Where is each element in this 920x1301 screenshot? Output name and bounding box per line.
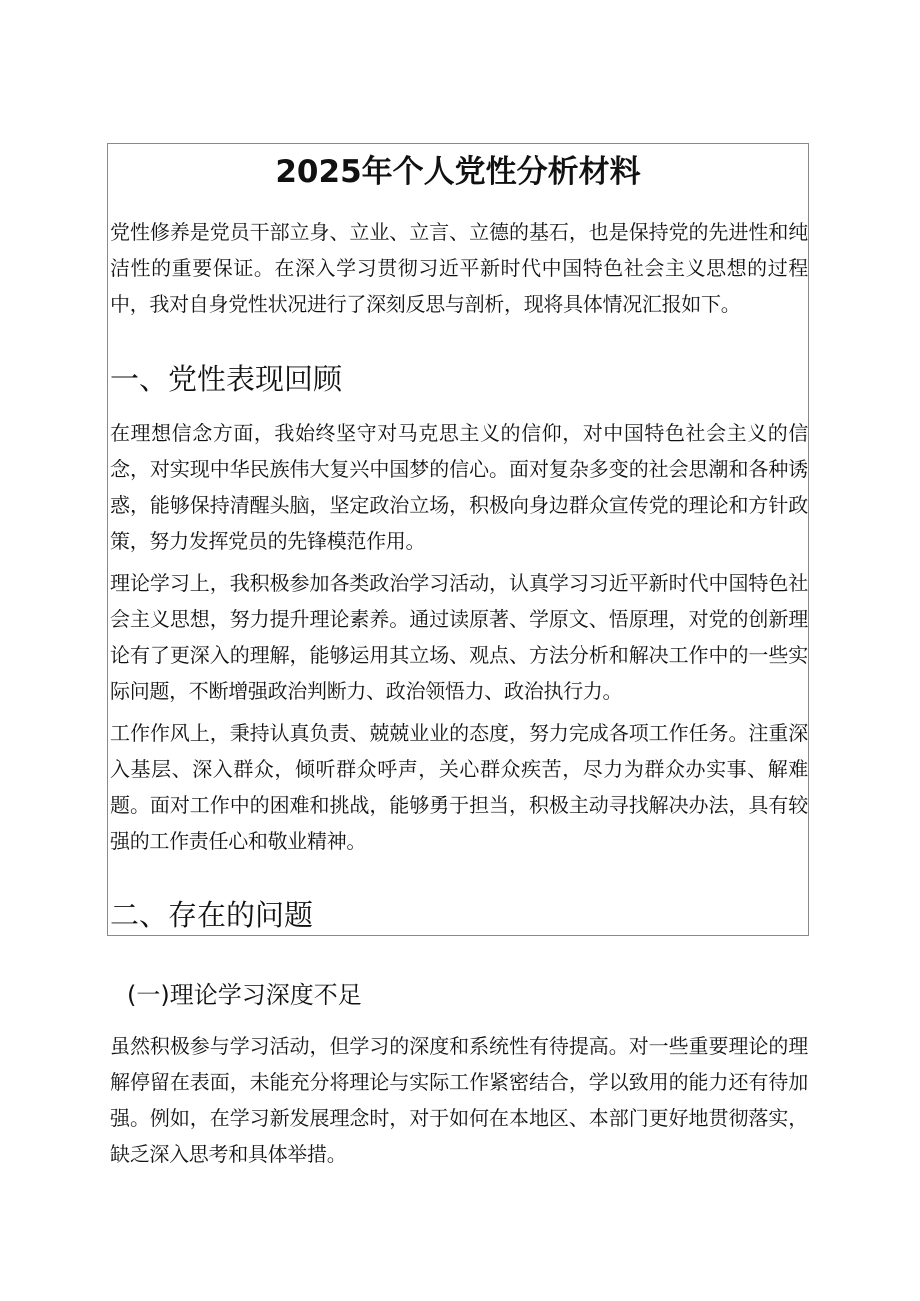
document-title: 2025年个人党性分析材料 xyxy=(275,154,641,190)
intro-paragraph: 党性修养是党员干部立身、立业、立言、立德的基石，也是保持党的先进性和纯洁性的重要保证。在深入学习贯彻习近平新时代中国特色社会主义思想的过程中，我对自身党性状况进行了深刻反思与剖析，现将具体情况汇报如下。 xyxy=(110,220,808,316)
section1-paragraph-2: 理论学习上，我积极参加各类政治学习活动，认真学习习近平新时代中国特色社会主义思想，努力提升理论素养。通过读原著、学原文、悟原理，对党的创新理论有了更深入的理解，能够运用其立场、观点、方法分析和解决工作中的一些实际问题，不断增强政治判断力、政治领悟力、政治执行力。 xyxy=(110,571,808,703)
section1-heading: 一、党性表现回顾 xyxy=(110,362,343,396)
section1-paragraph-3: 工作作风上，秉持认真负责、兢兢业业的态度，努力完成各项工作任务。注重深入基层、深入群众，倾听群众呼声，关心群众疾苦，尽力为群众办实事、解难题。面对工作中的困难和挑战，能够勇于担当，积极主动寻找解决办法，具有较强的工作责任心和敬业精神。 xyxy=(110,721,808,853)
section1-paragraph-1: 在理想信念方面，我始终坚守对马克思主义的信仰，对中国特色社会主义的信念，对实现中华民族伟大复兴中国梦的信心。面对复杂多变的社会思潮和各种诱惑，能够保持清醒头脑，坚定政治立场，积极向身边群众宣传党的理论和方针政策，努力发挥党员的先锋模范作用。 xyxy=(110,421,808,553)
subsection1-heading: (一)理论学习深度不足 xyxy=(127,981,362,1009)
section2-heading: 二、存在的问题 xyxy=(110,898,314,932)
subsection1-paragraph: 虽然积极参与学习活动，但学习的深度和系统性有待提高。对一些重要理论的理解停留在表面，未能充分将理论与实际工作紧密结合，学以致用的能力还有待加强。例如，在学习新发展理念时，对于如何在本地区、本部门更好地贯彻落实，缺乏深入思考和具体举措。 xyxy=(110,1034,808,1166)
